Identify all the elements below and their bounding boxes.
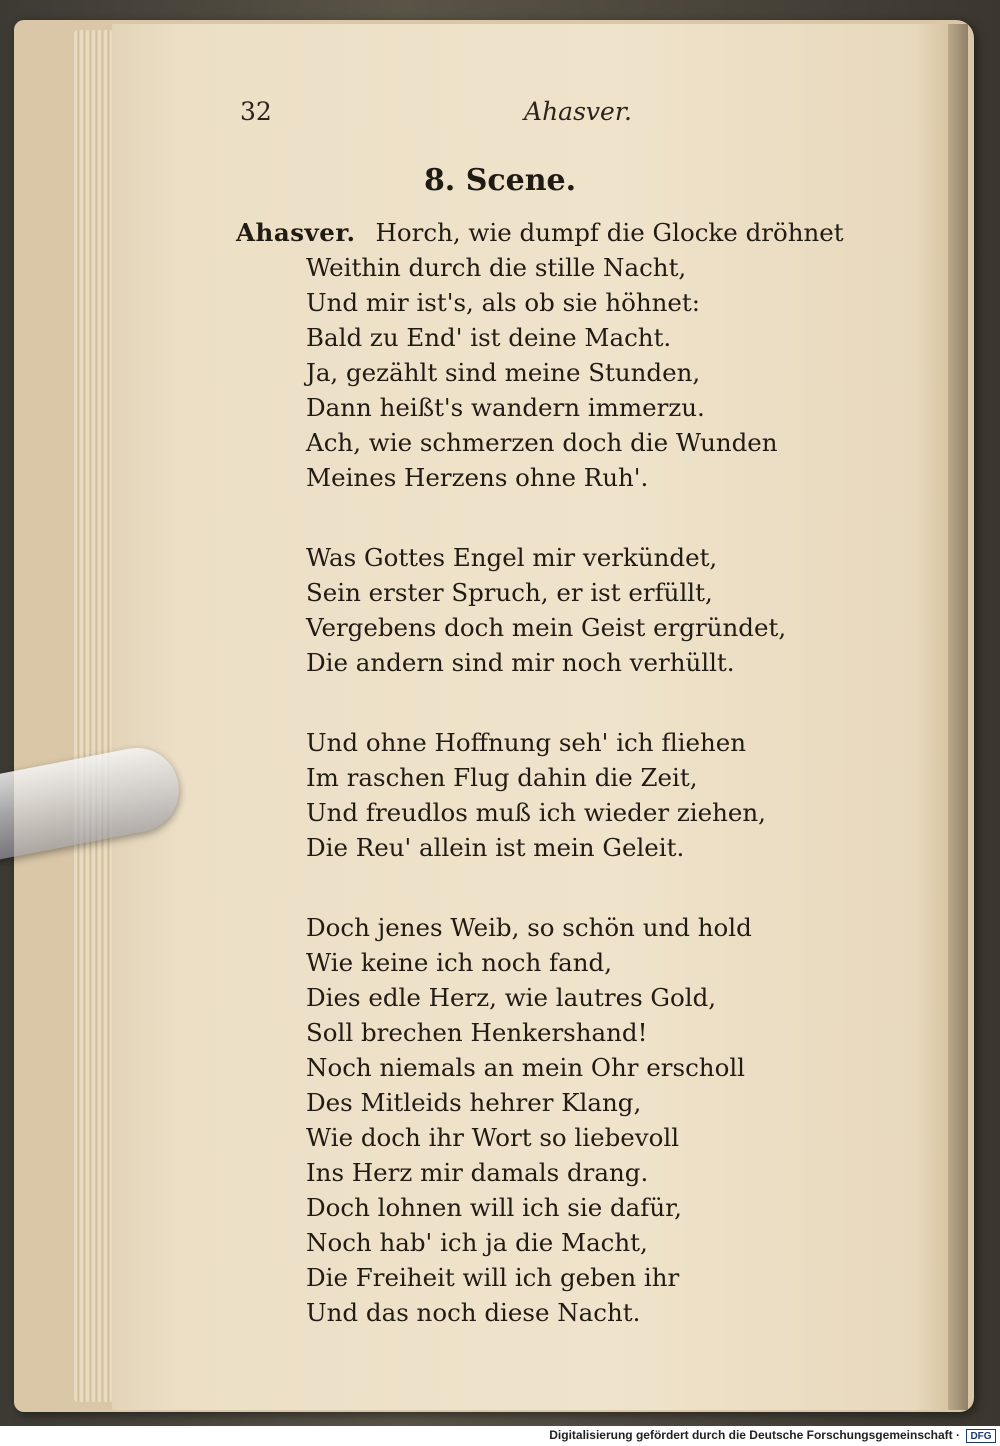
footer-bar bbox=[0, 1426, 1000, 1446]
verse-line: Des Mitleids hehrer Klang, bbox=[306, 1088, 642, 1117]
verse-line: Die andern sind mir noch verhüllt. bbox=[306, 648, 735, 677]
verse-line: Ins Herz mir damals drang. bbox=[306, 1158, 649, 1187]
verse-line: Doch jenes Weib, so schön und hold bbox=[306, 913, 752, 942]
verse-line: Soll brechen Henkershand! bbox=[306, 1018, 648, 1047]
running-head bbox=[240, 97, 632, 137]
verse-line: Dann heißt's wandern immerzu. bbox=[306, 393, 705, 422]
verse-line: Im raschen Flug dahin die Zeit, bbox=[306, 763, 698, 792]
verse-line: Wie keine ich noch fand, bbox=[306, 948, 612, 977]
verse-line: Noch niemals an mein Ohr erscholl bbox=[306, 1053, 746, 1082]
verse-line: Sein erster Spruch, er ist erfüllt, bbox=[306, 578, 713, 607]
verse-line: Und ohne Hoffnung seh' ich fliehen bbox=[306, 728, 747, 757]
verse-line: Weithin durch die stille Nacht, bbox=[306, 253, 687, 282]
facing-page-edge bbox=[948, 24, 968, 1410]
verse-line: Doch lohnen will ich sie dafür, bbox=[306, 1193, 682, 1222]
verse-line: Noch hab' ich ja die Macht, bbox=[306, 1228, 648, 1257]
verse-line: Bald zu End' ist deine Macht. bbox=[306, 323, 672, 352]
stanza-break bbox=[236, 865, 876, 910]
stanza-break bbox=[236, 495, 876, 540]
verse-line bbox=[236, 215, 876, 250]
verse-line: Dies edle Herz, wie lautres Gold, bbox=[306, 983, 717, 1012]
verse-line: Vergebens doch mein Geist ergründet, bbox=[306, 613, 787, 642]
dfg-logo: DFG bbox=[966, 1429, 996, 1443]
verse-line: Und mir ist's, als ob sie höhnet: bbox=[306, 288, 701, 317]
page-edges bbox=[74, 30, 114, 1402]
page-number: 32 bbox=[240, 97, 272, 126]
verse-line: Die Freiheit will ich geben ihr bbox=[306, 1263, 680, 1292]
verse-line: Ach, wie schmerzen doch die Wunden bbox=[306, 428, 778, 457]
verse-text bbox=[236, 215, 876, 1330]
verse-line: Was Gottes Engel mir verkündet, bbox=[306, 543, 718, 572]
verse-line: Und das noch diese Nacht. bbox=[306, 1298, 641, 1327]
verse-line: Die Reu' allein ist mein Geleit. bbox=[306, 833, 685, 862]
speaker-name: Ahasver. bbox=[236, 218, 356, 247]
running-title: Ahasver. bbox=[524, 97, 632, 126]
verse-line: Wie doch ihr Wort so liebevoll bbox=[306, 1123, 680, 1152]
scene-heading: 8. Scene. bbox=[423, 163, 577, 198]
verse-line-text: Horch, wie dumpf die Glocke dröhnet bbox=[375, 218, 844, 247]
verse-line: Meines Herzens ohne Ruh'. bbox=[306, 463, 649, 492]
stanza-break bbox=[236, 680, 876, 725]
funding-credit: Digitalisierung gefördert durch die Deutsche Forschungsgemeinschaft · bbox=[549, 1428, 960, 1442]
verse-line: Und freudlos muß ich wieder ziehen, bbox=[306, 798, 766, 827]
verse-line: Ja, gezählt sind meine Stunden, bbox=[306, 358, 701, 387]
